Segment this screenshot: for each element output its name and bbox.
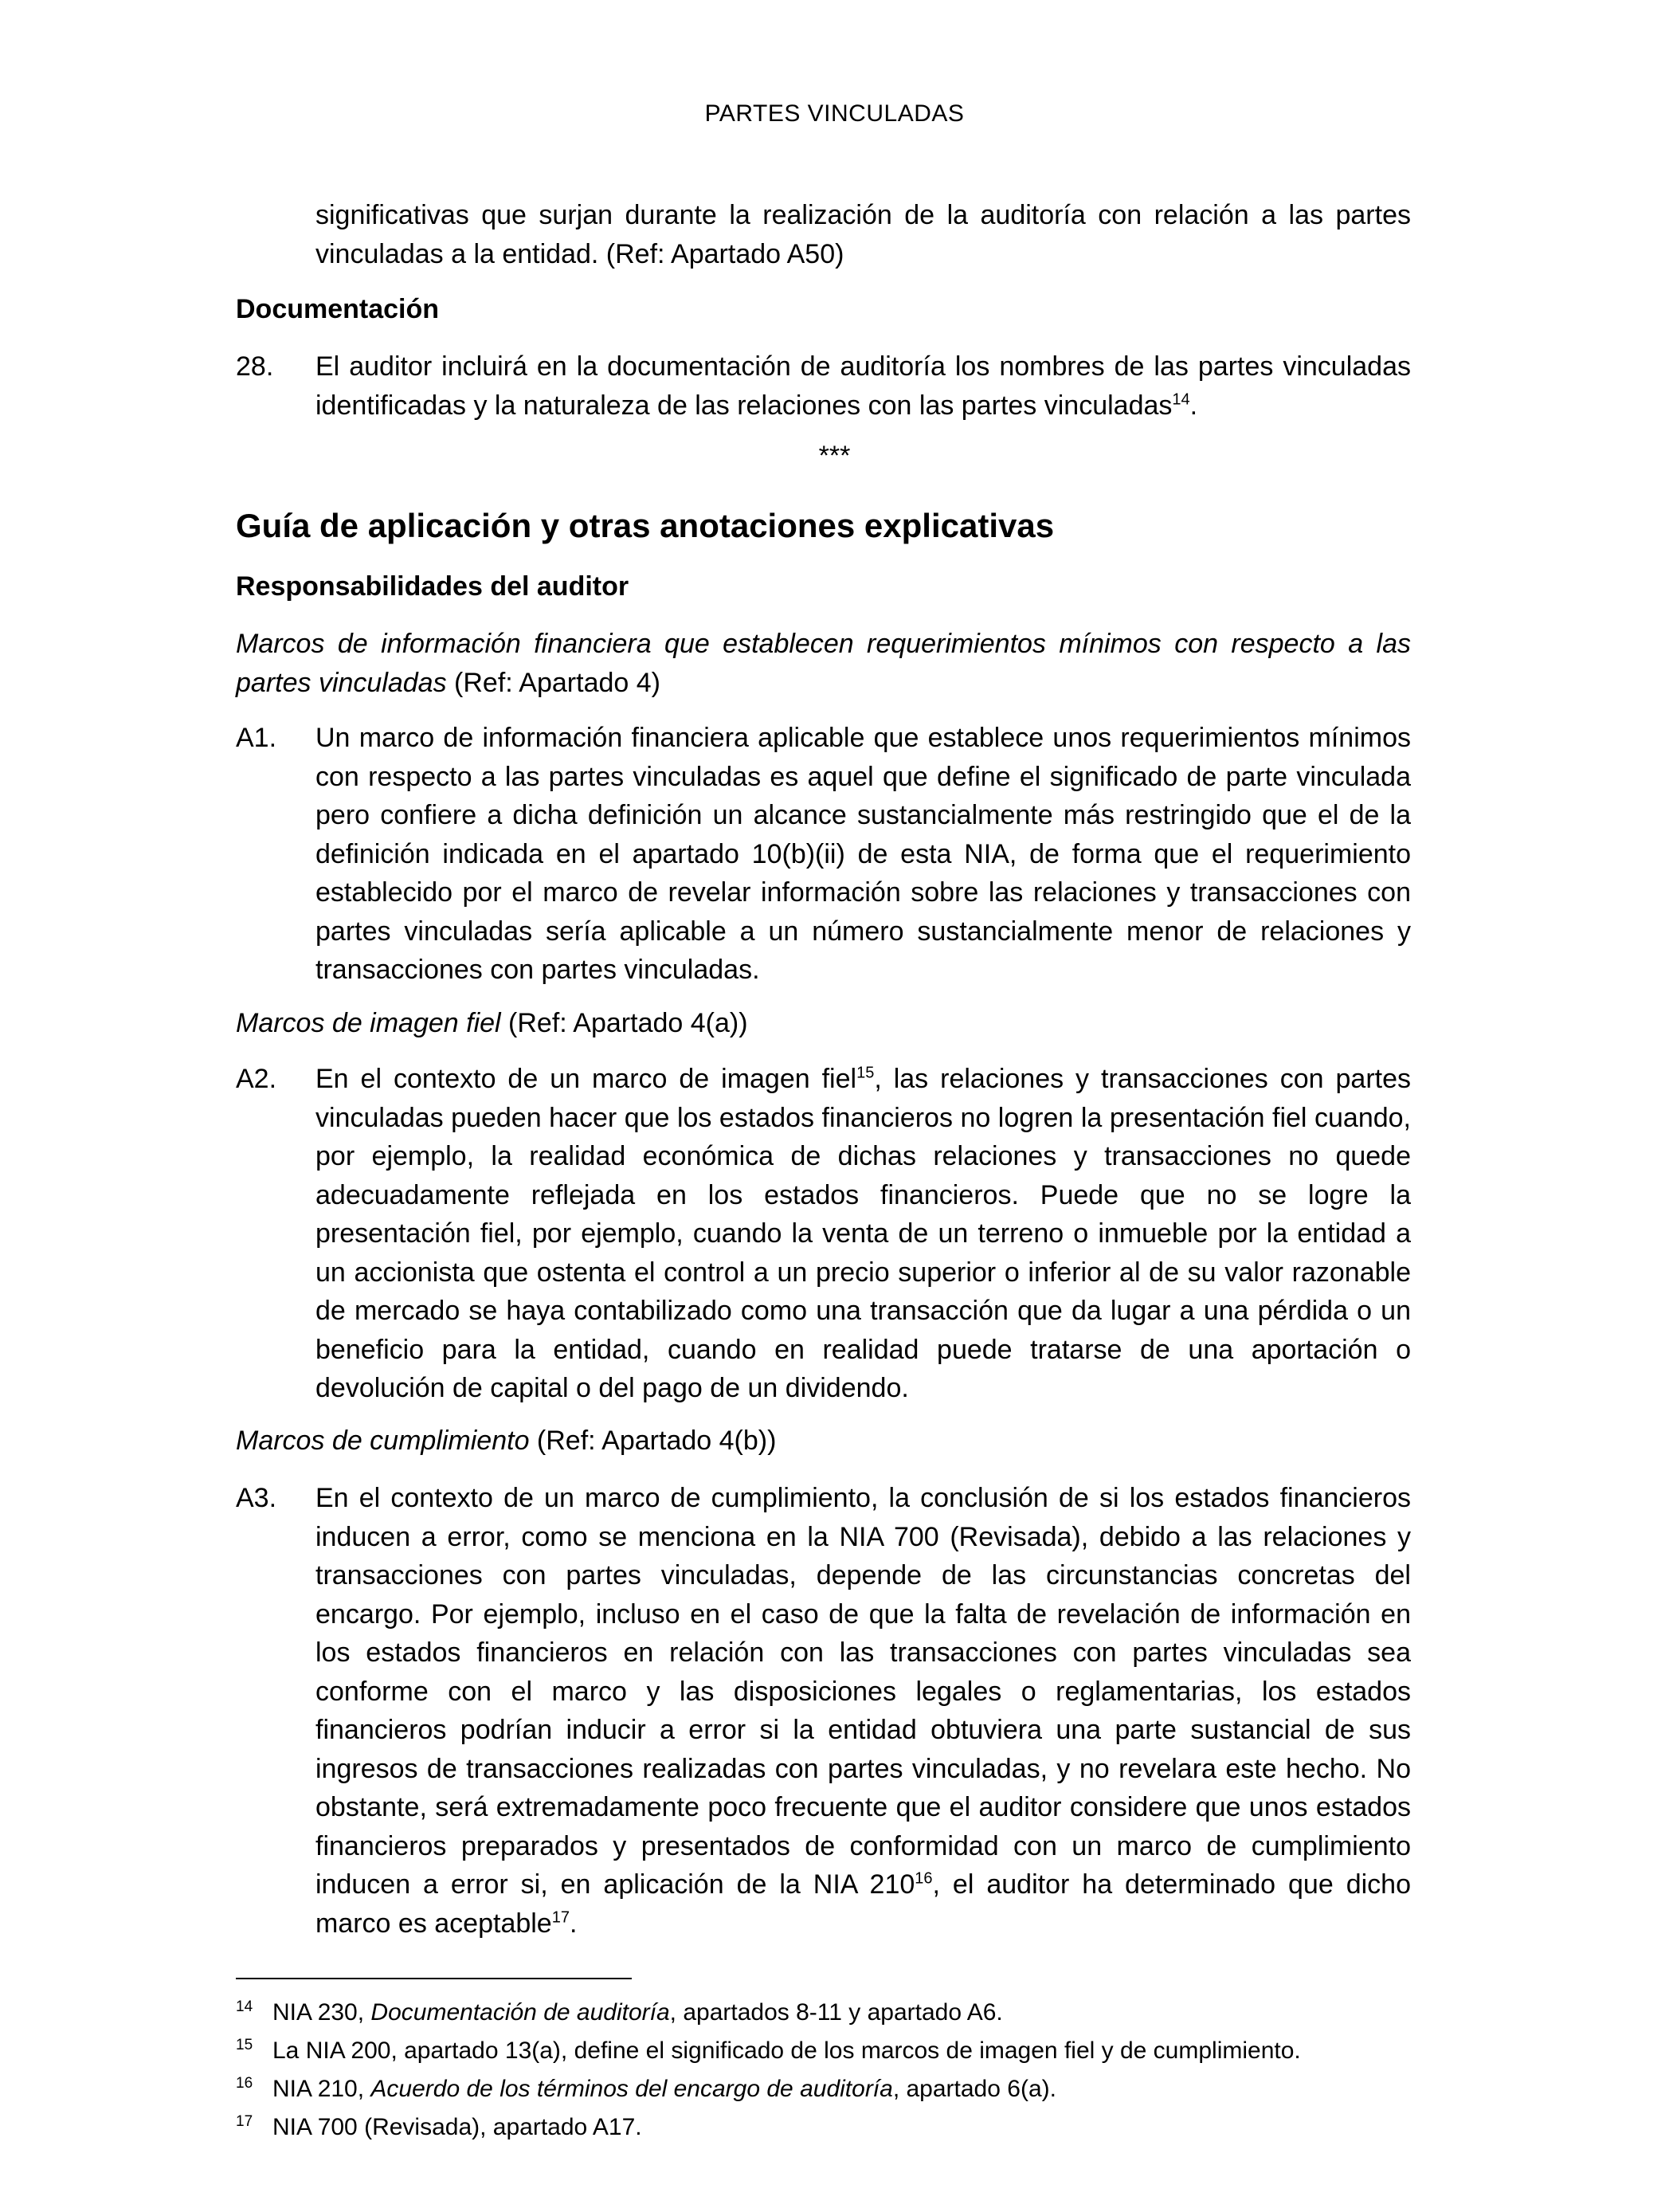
subsection-cumplimiento: Marcos de cumplimiento (Ref: Apartado 4(b)) bbox=[236, 1426, 777, 1456]
footnote-separator bbox=[236, 1978, 632, 1979]
footnote-ref: 15 bbox=[856, 1064, 875, 1082]
paragraph-28: 28. El auditor incluirá en la documentación de auditoría los nombres de las partes vinculadas identificadas y la naturaleza de las relaciones con las partes vinculadas$^{14}$. bbox=[236, 347, 1411, 425]
footnote: 17 NIA 700 (Revisada), apartado A17. bbox=[236, 2113, 642, 2140]
subsection-imagen-fiel: Marcos de imagen fiel (Ref: Apartado 4(a)) bbox=[236, 1008, 748, 1038]
paragraph-number: A2. bbox=[236, 1064, 277, 1094]
continuation-paragraph: significativas que surjan durante la realización de la auditoría con relación a las partes vinculadas a la entidad. (Ref: Apartado A50) bbox=[315, 200, 1411, 269]
section-separator: *** bbox=[818, 441, 851, 471]
footnote-ref: 16 bbox=[915, 1869, 933, 1888]
footnote: 15 La NIA 200, apartado 13(a), define el significado de los marcos de imagen fiel y de cumplimiento. bbox=[236, 2037, 1301, 2064]
subsection-marcos-minimos: Marcos de información financiera que establecen requerimientos mínimos con respecto a las partes vinculadas (Ref: Apartado 4) bbox=[236, 629, 1411, 698]
running-header: PARTES VINCULADAS bbox=[704, 100, 965, 127]
subheading-responsabilidades: Responsabilidades del auditor bbox=[236, 571, 629, 602]
paragraph-number: A1. bbox=[236, 723, 277, 753]
footnote-ref: 17 bbox=[551, 1908, 570, 1927]
section-heading-guia: Guía de aplicación y otras anotaciones explicativas bbox=[236, 507, 1055, 544]
paragraph-number: 28. bbox=[236, 351, 274, 382]
footnote-ref: 14 bbox=[1172, 390, 1190, 409]
paragraph-a1: A1. Un marco de información financiera aplicable que establece unos requerimientos mínimos con respecto a las partes vinculadas es aquel que define el significado de parte vinculada pero confiere a dicha definición un alcance sustancialmente más restringido que el de la definición indicada en el apartado 10(b)(ii) de esta NIA, de forma que el requerimiento establecido por el marco de revelar información sobre las relaciones y transacciones con partes vinculadas sería aplicable a un número sustancialmente menor de relaciones y transacciones con partes vinculadas. bbox=[236, 719, 1411, 990]
paragraph-number: A3. bbox=[236, 1483, 277, 1513]
paragraph-a2: A2. En el contexto de un marco de imagen fiel$^{15}$, las relaciones y transacciones con partes vinculadas pueden hacer que los estados financieros no logren la presentación fiel cuando, por ejemplo, la realidad económica de dichas relaciones y transacciones no quede adecuadamente reflejada en los estados financieros. Puede que no se logre la presentación fiel, por ejemplo, cuando la venta de un terreno o inmueble por la entidad a un accionista que ostenta el control a un precio superior o inferior al de su valor razonable de mercado se haya contabilizado como una transacción que da lugar a una pérdida o un beneficio para la entidad, cuando en realidad puede tratarse de una aportación o devolución de capital o del pago de un dividendo. bbox=[236, 1060, 1411, 1408]
footnote: 16 NIA 210, Acuerdo de los términos del encargo de auditoría, apartado 6(a). bbox=[236, 2075, 1056, 2102]
section-heading-documentacion: Documentación bbox=[236, 294, 440, 324]
paragraph-a3: A3. En el contexto de un marco de cumplimiento, la conclusión de si los estados financieros inducen a error, como se menciona en la NIA 700 (Revisada), debido a las relaciones y transacciones con partes vinculadas, depende de las circunstancias concretas del encargo. Por ejemplo, incluso en el caso de que la falta de revelación de información en los estados financieros en relación con las transacciones con partes vinculadas sea conforme con el marco y las disposiciones legales o reglamentarias, los estados financieros podrían inducir a error si la entidad obtuviera una parte sustancial de sus ingresos de transacciones realizadas con partes vinculadas, y no revelara este hecho. No obstante, será extremadamente poco frecuente que el auditor considere que unos estados financieros preparados y presentados de conformidad con un marco de cumplimiento inducen a error si, en aplicación de la NIA $210^{16}$, el auditor ha determinado que dicho marco es aceptable$^{17}$. bbox=[236, 1479, 1411, 1943]
footnote: 14 NIA 230, Documentación de auditoría, apartados 8-11 y apartado A6. bbox=[236, 1998, 1003, 2026]
